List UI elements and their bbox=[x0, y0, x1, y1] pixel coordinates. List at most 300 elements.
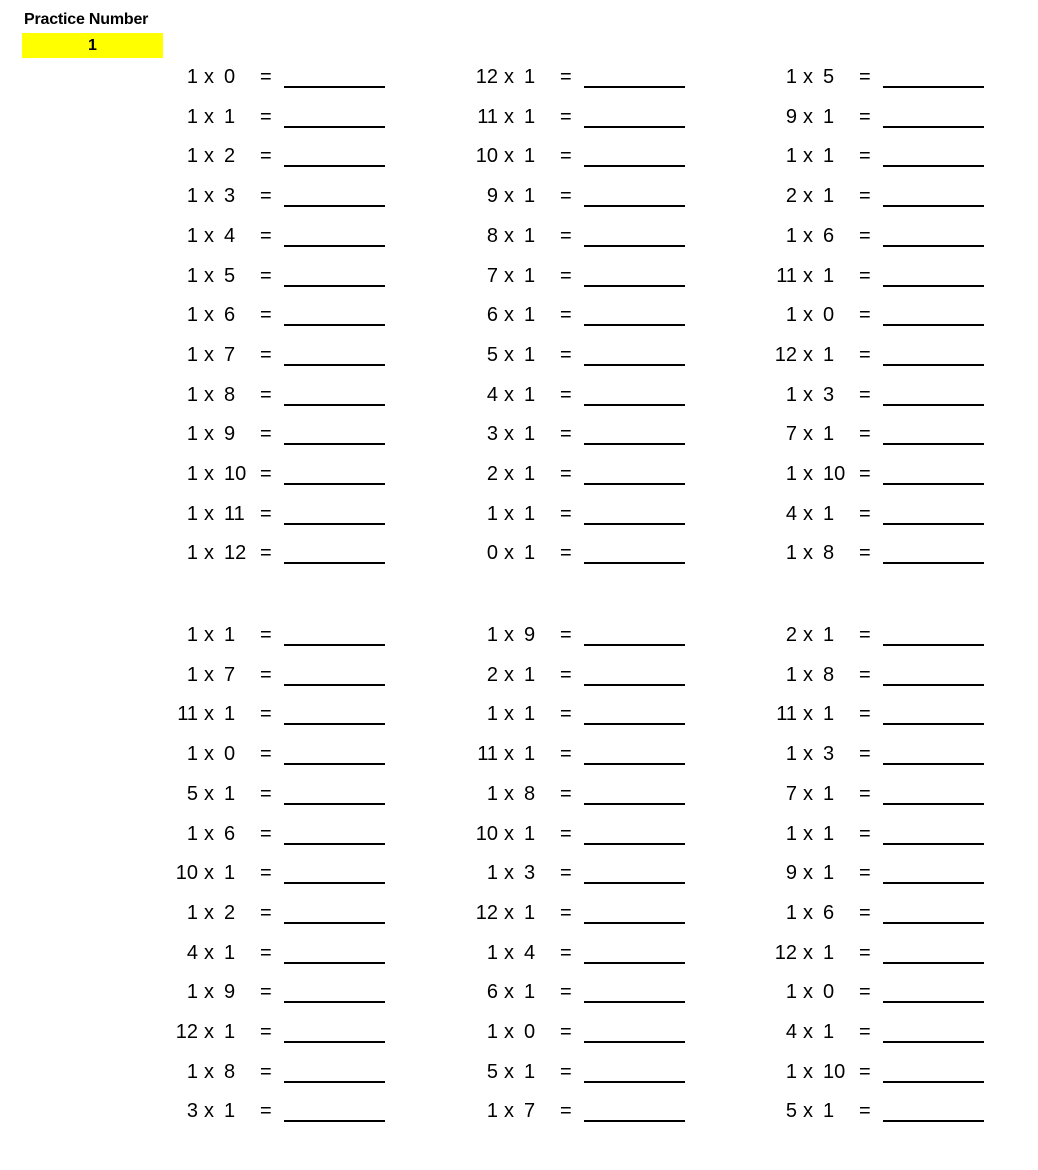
answer-blank[interactable] bbox=[284, 684, 385, 686]
equals-sign: = bbox=[560, 502, 572, 525]
answer-blank[interactable] bbox=[883, 1081, 984, 1083]
times-sign: x bbox=[504, 423, 514, 446]
first-factor: 1 bbox=[186, 145, 198, 168]
second-factor: 2 bbox=[224, 145, 236, 168]
second-factor: 1 bbox=[524, 901, 536, 924]
equals-sign: = bbox=[859, 901, 871, 924]
times-sign: x bbox=[504, 624, 514, 646]
answer-blank[interactable] bbox=[284, 523, 385, 525]
second-factor: 1 bbox=[823, 105, 835, 128]
answer-blank[interactable] bbox=[883, 684, 984, 686]
problem-row bbox=[168, 265, 398, 305]
answer-blank[interactable] bbox=[284, 1041, 385, 1043]
problem-row bbox=[767, 503, 997, 543]
times-sign: x bbox=[204, 66, 214, 88]
equals-sign: = bbox=[260, 901, 272, 924]
first-factor: 0 bbox=[486, 542, 498, 565]
problem-row bbox=[168, 304, 398, 344]
times-sign: x bbox=[204, 224, 214, 247]
answer-blank[interactable] bbox=[883, 523, 984, 525]
equals-sign: = bbox=[859, 145, 871, 168]
first-factor: 3 bbox=[486, 423, 498, 446]
equals-sign: = bbox=[859, 542, 871, 565]
second-factor: 1 bbox=[823, 1100, 835, 1123]
answer-blank[interactable] bbox=[883, 882, 984, 884]
equals-sign: = bbox=[260, 502, 272, 525]
answer-blank[interactable] bbox=[584, 86, 685, 88]
equals-sign: = bbox=[560, 743, 572, 766]
answer-blank[interactable] bbox=[284, 882, 385, 884]
problem-row bbox=[468, 981, 698, 1021]
answer-blank[interactable] bbox=[284, 126, 385, 128]
first-factor: 1 bbox=[186, 822, 198, 845]
second-factor: 1 bbox=[224, 941, 236, 964]
answer-blank[interactable] bbox=[584, 1041, 685, 1043]
first-factor: 4 bbox=[785, 502, 797, 525]
equals-sign: = bbox=[260, 343, 272, 366]
times-sign: x bbox=[504, 224, 514, 247]
problem-row bbox=[468, 344, 698, 384]
first-factor: 1 bbox=[785, 463, 797, 485]
answer-blank[interactable] bbox=[284, 1081, 385, 1083]
equals-sign: = bbox=[260, 224, 272, 247]
second-factor: 1 bbox=[524, 743, 536, 766]
problem-row bbox=[468, 423, 698, 463]
first-factor: 1 bbox=[186, 66, 198, 88]
answer-blank[interactable] bbox=[284, 1001, 385, 1003]
first-factor: 5 bbox=[486, 343, 498, 366]
answer-blank[interactable] bbox=[584, 882, 685, 884]
times-sign: x bbox=[504, 743, 514, 766]
answer-blank[interactable] bbox=[883, 165, 984, 167]
times-sign: x bbox=[204, 185, 214, 208]
times-sign: x bbox=[204, 1021, 214, 1043]
answer-blank[interactable] bbox=[284, 1120, 385, 1122]
times-sign: x bbox=[504, 782, 514, 805]
times-sign: x bbox=[504, 663, 514, 686]
answer-blank[interactable] bbox=[284, 644, 385, 646]
second-factor: 1 bbox=[224, 782, 236, 805]
second-factor: 1 bbox=[524, 383, 536, 406]
times-sign: x bbox=[504, 383, 514, 406]
second-factor: 1 bbox=[823, 264, 835, 287]
equals-sign: = bbox=[859, 423, 871, 446]
first-factor: 1 bbox=[486, 1100, 498, 1123]
second-factor: 10 bbox=[823, 463, 846, 485]
first-factor: 2 bbox=[486, 663, 498, 686]
first-factor: 1 bbox=[785, 66, 797, 88]
answer-blank[interactable] bbox=[284, 723, 385, 725]
second-factor: 7 bbox=[524, 1100, 536, 1123]
answer-blank[interactable] bbox=[883, 86, 984, 88]
first-factor: 1 bbox=[486, 703, 498, 726]
first-factor: 1 bbox=[186, 981, 198, 1004]
answer-blank[interactable] bbox=[883, 1001, 984, 1003]
problem-row bbox=[468, 384, 698, 424]
answer-blank[interactable] bbox=[883, 324, 984, 326]
second-factor: 6 bbox=[224, 304, 236, 327]
second-factor: 1 bbox=[524, 343, 536, 366]
times-sign: x bbox=[504, 304, 514, 327]
answer-blank[interactable] bbox=[584, 1120, 685, 1122]
first-factor: 1 bbox=[186, 343, 198, 366]
answer-blank[interactable] bbox=[584, 763, 685, 765]
second-factor: 9 bbox=[524, 624, 536, 646]
answer-blank[interactable] bbox=[883, 644, 984, 646]
second-factor: 1 bbox=[224, 703, 236, 726]
times-sign: x bbox=[504, 463, 514, 485]
equals-sign: = bbox=[859, 624, 871, 646]
times-sign: x bbox=[204, 822, 214, 845]
equals-sign: = bbox=[560, 663, 572, 686]
first-factor: 2 bbox=[486, 463, 498, 485]
problem-row bbox=[168, 664, 398, 704]
times-sign: x bbox=[204, 304, 214, 327]
problem-row bbox=[767, 942, 997, 982]
equals-sign: = bbox=[260, 383, 272, 406]
times-sign: x bbox=[803, 862, 813, 885]
first-factor: 12 bbox=[175, 1021, 198, 1043]
problem-row bbox=[468, 862, 698, 902]
answer-blank[interactable] bbox=[584, 285, 685, 287]
equals-sign: = bbox=[560, 703, 572, 726]
first-factor: 4 bbox=[785, 1021, 797, 1043]
second-factor: 8 bbox=[524, 782, 536, 805]
problem-row bbox=[168, 1021, 398, 1061]
times-sign: x bbox=[504, 901, 514, 924]
second-factor: 1 bbox=[524, 264, 536, 287]
first-factor: 9 bbox=[785, 862, 797, 885]
problem-row bbox=[468, 624, 698, 664]
answer-blank[interactable] bbox=[584, 922, 685, 924]
answer-blank[interactable] bbox=[883, 404, 984, 406]
answer-blank[interactable] bbox=[584, 1001, 685, 1003]
problem-row bbox=[168, 862, 398, 902]
answer-blank[interactable] bbox=[284, 562, 385, 564]
answer-blank[interactable] bbox=[584, 483, 685, 485]
equals-sign: = bbox=[560, 981, 572, 1004]
problem-row bbox=[468, 1021, 698, 1061]
first-factor: 1 bbox=[785, 743, 797, 766]
equals-sign: = bbox=[260, 145, 272, 168]
second-factor: 12 bbox=[224, 542, 247, 565]
first-factor: 1 bbox=[486, 782, 498, 805]
first-factor: 5 bbox=[486, 1060, 498, 1083]
times-sign: x bbox=[504, 822, 514, 845]
first-factor: 1 bbox=[186, 185, 198, 208]
first-factor: 8 bbox=[486, 224, 498, 247]
answer-blank[interactable] bbox=[883, 562, 984, 564]
answer-blank[interactable] bbox=[584, 404, 685, 406]
problem-row bbox=[767, 1061, 997, 1101]
first-factor: 1 bbox=[486, 624, 498, 646]
problem-row bbox=[468, 304, 698, 344]
problem-row bbox=[168, 185, 398, 225]
answer-blank[interactable] bbox=[284, 165, 385, 167]
equals-sign: = bbox=[560, 343, 572, 366]
first-factor: 12 bbox=[475, 901, 498, 924]
equals-sign: = bbox=[260, 624, 272, 646]
answer-blank[interactable] bbox=[584, 843, 685, 845]
answer-blank[interactable] bbox=[883, 803, 984, 805]
first-factor: 1 bbox=[785, 145, 797, 168]
answer-blank[interactable] bbox=[284, 922, 385, 924]
equals-sign: = bbox=[560, 224, 572, 247]
problem-row bbox=[767, 225, 997, 265]
answer-blank[interactable] bbox=[883, 763, 984, 765]
problem-row bbox=[168, 542, 398, 582]
equals-sign: = bbox=[859, 502, 871, 525]
equals-sign: = bbox=[260, 463, 272, 485]
second-factor: 1 bbox=[823, 1021, 835, 1043]
answer-blank[interactable] bbox=[284, 205, 385, 207]
times-sign: x bbox=[204, 542, 214, 565]
second-factor: 1 bbox=[524, 145, 536, 168]
equals-sign: = bbox=[560, 185, 572, 208]
second-factor: 11 bbox=[224, 502, 245, 525]
first-factor: 10 bbox=[475, 145, 498, 168]
answer-blank[interactable] bbox=[584, 165, 685, 167]
second-factor: 1 bbox=[524, 463, 536, 485]
times-sign: x bbox=[204, 862, 214, 885]
equals-sign: = bbox=[560, 423, 572, 446]
times-sign: x bbox=[504, 1021, 514, 1043]
times-sign: x bbox=[803, 343, 813, 366]
first-factor: 1 bbox=[186, 624, 198, 646]
equals-sign: = bbox=[859, 862, 871, 885]
first-factor: 1 bbox=[186, 463, 198, 485]
answer-blank[interactable] bbox=[883, 962, 984, 964]
answer-blank[interactable] bbox=[284, 404, 385, 406]
equals-sign: = bbox=[859, 941, 871, 964]
equals-sign: = bbox=[859, 663, 871, 686]
times-sign: x bbox=[204, 901, 214, 924]
times-sign: x bbox=[504, 66, 514, 88]
problem-row bbox=[168, 1100, 398, 1140]
times-sign: x bbox=[504, 1100, 514, 1123]
equals-sign: = bbox=[260, 264, 272, 287]
second-factor: 0 bbox=[224, 66, 236, 88]
second-factor: 7 bbox=[224, 343, 236, 366]
problem-row bbox=[168, 1061, 398, 1101]
first-factor: 1 bbox=[186, 901, 198, 924]
times-sign: x bbox=[204, 264, 214, 287]
second-factor: 4 bbox=[224, 224, 236, 247]
answer-blank[interactable] bbox=[584, 644, 685, 646]
second-factor: 1 bbox=[823, 624, 835, 646]
problem-row bbox=[168, 743, 398, 783]
answer-blank[interactable] bbox=[883, 364, 984, 366]
answer-blank[interactable] bbox=[284, 443, 385, 445]
times-sign: x bbox=[204, 981, 214, 1004]
first-factor: 3 bbox=[186, 1100, 198, 1123]
equals-sign: = bbox=[260, 185, 272, 208]
problem-row bbox=[168, 783, 398, 823]
second-factor: 0 bbox=[823, 981, 835, 1004]
times-sign: x bbox=[803, 383, 813, 406]
times-sign: x bbox=[204, 145, 214, 168]
second-factor: 3 bbox=[823, 743, 835, 766]
answer-blank[interactable] bbox=[584, 562, 685, 564]
times-sign: x bbox=[204, 624, 214, 646]
second-factor: 7 bbox=[224, 663, 236, 686]
answer-blank[interactable] bbox=[883, 245, 984, 247]
problem-row bbox=[767, 862, 997, 902]
second-factor: 5 bbox=[224, 264, 236, 287]
answer-blank[interactable] bbox=[584, 364, 685, 366]
second-factor: 1 bbox=[224, 1021, 236, 1043]
second-factor: 8 bbox=[224, 383, 236, 406]
times-sign: x bbox=[504, 542, 514, 565]
answer-blank[interactable] bbox=[284, 324, 385, 326]
equals-sign: = bbox=[859, 822, 871, 845]
first-factor: 9 bbox=[486, 185, 498, 208]
answer-blank[interactable] bbox=[584, 443, 685, 445]
times-sign: x bbox=[204, 782, 214, 805]
second-factor: 0 bbox=[224, 743, 236, 766]
answer-blank[interactable] bbox=[883, 922, 984, 924]
equals-sign: = bbox=[560, 941, 572, 964]
answer-blank[interactable] bbox=[284, 843, 385, 845]
first-factor: 12 bbox=[774, 941, 797, 964]
problem-row bbox=[767, 265, 997, 305]
answer-blank[interactable] bbox=[284, 763, 385, 765]
answer-blank[interactable] bbox=[584, 684, 685, 686]
equals-sign: = bbox=[859, 224, 871, 247]
answer-blank[interactable] bbox=[584, 126, 685, 128]
times-sign: x bbox=[803, 423, 813, 446]
times-sign: x bbox=[504, 703, 514, 726]
equals-sign: = bbox=[260, 782, 272, 805]
equals-sign: = bbox=[859, 782, 871, 805]
answer-blank[interactable] bbox=[584, 324, 685, 326]
answer-blank[interactable] bbox=[584, 205, 685, 207]
answer-blank[interactable] bbox=[284, 483, 385, 485]
first-factor: 11 bbox=[776, 703, 797, 726]
equals-sign: = bbox=[260, 663, 272, 686]
second-factor: 1 bbox=[524, 1060, 536, 1083]
times-sign: x bbox=[803, 1021, 813, 1043]
equals-sign: = bbox=[260, 1100, 272, 1123]
problem-row bbox=[168, 423, 398, 463]
second-factor: 1 bbox=[524, 981, 536, 1004]
times-sign: x bbox=[803, 264, 813, 287]
answer-blank[interactable] bbox=[584, 245, 685, 247]
problem-row bbox=[767, 1100, 997, 1140]
equals-sign: = bbox=[560, 105, 572, 128]
times-sign: x bbox=[803, 463, 813, 485]
equals-sign: = bbox=[859, 264, 871, 287]
problem-row bbox=[767, 703, 997, 743]
equals-sign: = bbox=[560, 383, 572, 406]
practice-number-value: 1 bbox=[22, 33, 163, 58]
equals-sign: = bbox=[560, 463, 572, 485]
answer-blank[interactable] bbox=[284, 285, 385, 287]
problem-row bbox=[168, 225, 398, 265]
answer-blank[interactable] bbox=[883, 285, 984, 287]
times-sign: x bbox=[504, 264, 514, 287]
first-factor: 1 bbox=[785, 663, 797, 686]
first-factor: 11 bbox=[776, 264, 797, 287]
answer-blank[interactable] bbox=[584, 523, 685, 525]
times-sign: x bbox=[803, 185, 813, 208]
answer-blank[interactable] bbox=[584, 803, 685, 805]
first-factor: 10 bbox=[175, 862, 198, 885]
first-factor: 1 bbox=[186, 542, 198, 565]
times-sign: x bbox=[803, 743, 813, 766]
times-sign: x bbox=[204, 343, 214, 366]
answer-blank[interactable] bbox=[883, 843, 984, 845]
equals-sign: = bbox=[859, 1021, 871, 1043]
equals-sign: = bbox=[560, 264, 572, 287]
answer-blank[interactable] bbox=[284, 86, 385, 88]
problem-row bbox=[767, 463, 997, 503]
answer-blank[interactable] bbox=[284, 962, 385, 964]
problem-row bbox=[767, 743, 997, 783]
second-factor: 1 bbox=[224, 624, 236, 646]
problem-row bbox=[767, 902, 997, 942]
first-factor: 1 bbox=[486, 862, 498, 885]
answer-blank[interactable] bbox=[883, 483, 984, 485]
second-factor: 9 bbox=[224, 981, 236, 1004]
answer-blank[interactable] bbox=[883, 723, 984, 725]
first-factor: 12 bbox=[774, 343, 797, 366]
equals-sign: = bbox=[859, 304, 871, 327]
problem-row bbox=[767, 344, 997, 384]
answer-blank[interactable] bbox=[883, 1120, 984, 1122]
problem-row bbox=[168, 66, 398, 106]
first-factor: 9 bbox=[785, 105, 797, 128]
first-factor: 11 bbox=[477, 105, 498, 128]
second-factor: 3 bbox=[823, 383, 835, 406]
first-factor: 5 bbox=[785, 1100, 797, 1123]
first-factor: 4 bbox=[486, 383, 498, 406]
second-factor: 1 bbox=[823, 822, 835, 845]
second-factor: 4 bbox=[524, 941, 536, 964]
problem-row bbox=[767, 783, 997, 823]
first-factor: 5 bbox=[186, 782, 198, 805]
second-factor: 1 bbox=[524, 105, 536, 128]
problem-row bbox=[767, 542, 997, 582]
problem-row bbox=[468, 185, 698, 225]
second-factor: 2 bbox=[224, 901, 236, 924]
second-factor: 1 bbox=[524, 703, 536, 726]
equals-sign: = bbox=[859, 743, 871, 766]
problem-row bbox=[168, 624, 398, 664]
answer-blank[interactable] bbox=[883, 126, 984, 128]
answer-blank[interactable] bbox=[584, 1081, 685, 1083]
equals-sign: = bbox=[260, 822, 272, 845]
second-factor: 9 bbox=[224, 423, 236, 446]
answer-blank[interactable] bbox=[584, 723, 685, 725]
problem-row bbox=[468, 823, 698, 863]
answer-blank[interactable] bbox=[883, 205, 984, 207]
answer-blank[interactable] bbox=[284, 803, 385, 805]
answer-blank[interactable] bbox=[284, 245, 385, 247]
answer-blank[interactable] bbox=[284, 364, 385, 366]
first-factor: 7 bbox=[486, 264, 498, 287]
answer-blank[interactable] bbox=[883, 1041, 984, 1043]
equals-sign: = bbox=[859, 703, 871, 726]
equals-sign: = bbox=[560, 304, 572, 327]
second-factor: 1 bbox=[823, 703, 835, 726]
equals-sign: = bbox=[859, 1060, 871, 1083]
times-sign: x bbox=[803, 502, 813, 525]
answer-blank[interactable] bbox=[883, 443, 984, 445]
answer-blank[interactable] bbox=[584, 962, 685, 964]
second-factor: 1 bbox=[524, 304, 536, 327]
second-factor: 3 bbox=[524, 862, 536, 885]
